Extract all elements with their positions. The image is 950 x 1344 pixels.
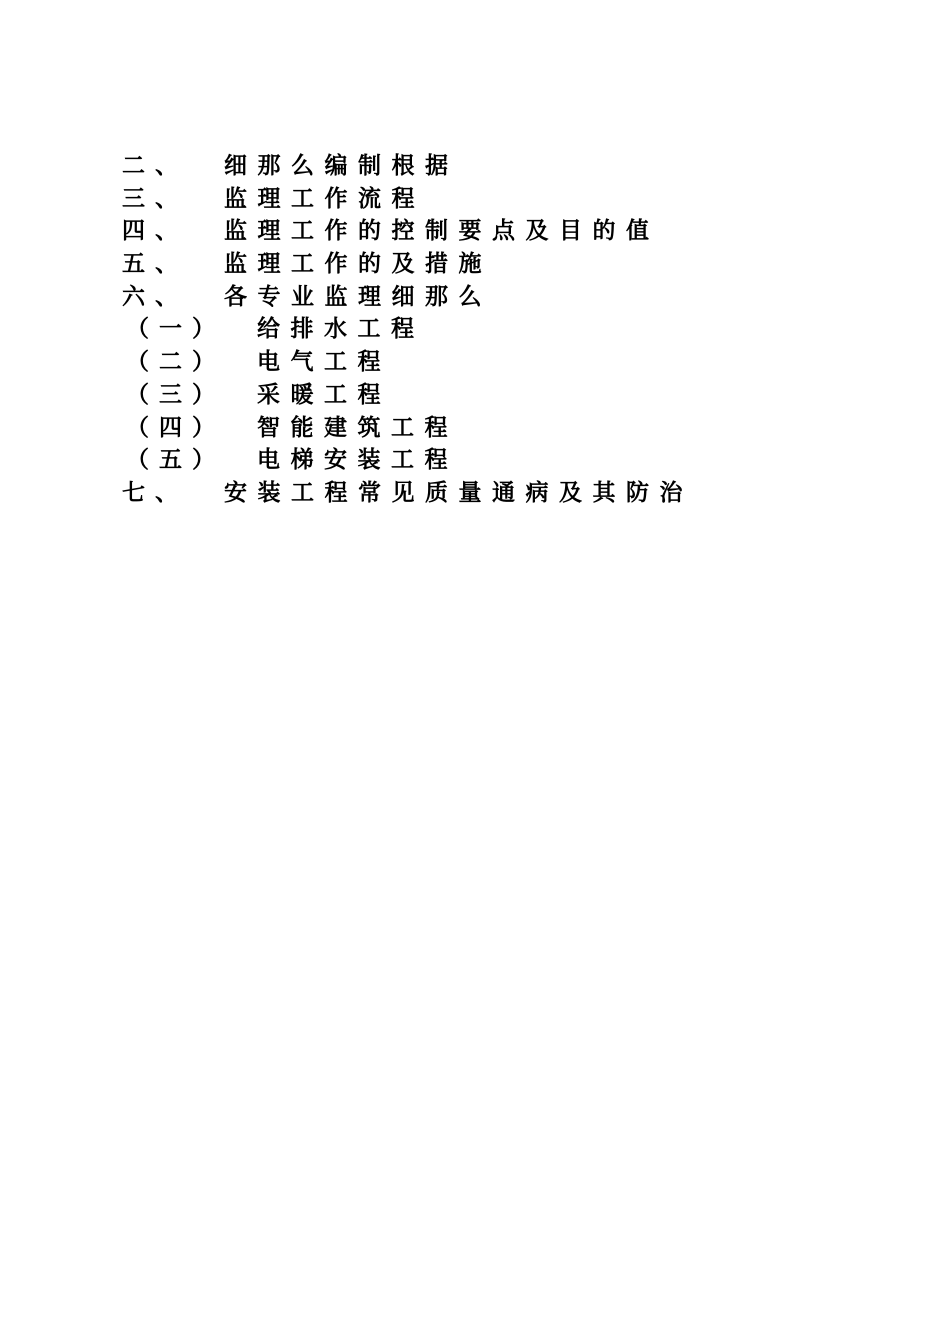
toc-subitem-title: 给排水工程 <box>257 315 425 343</box>
toc-subitem <box>122 412 822 445</box>
toc-subitem-number: （五） <box>126 446 225 474</box>
toc-subitem-number: （四） <box>126 413 225 441</box>
toc-item-title: 安装工程常见质量通病及其防治 <box>224 478 693 506</box>
toc-item-number: 四、 <box>122 217 188 245</box>
toc-subitem-title: 智能建筑工程 <box>257 413 458 441</box>
table-of-contents <box>122 150 822 510</box>
toc-item <box>122 248 822 281</box>
toc-item-number: 五、 <box>122 250 188 278</box>
toc-subitem <box>122 313 822 346</box>
toc-subitem-title: 电梯安装工程 <box>257 446 458 474</box>
toc-item <box>122 281 822 314</box>
toc-subitem-title: 采暖工程 <box>257 380 391 408</box>
toc-item <box>122 215 822 248</box>
toc-item <box>122 477 822 510</box>
toc-item-number: 三、 <box>122 184 188 212</box>
toc-item <box>122 183 822 216</box>
toc-item-number: 二、 <box>122 152 188 179</box>
toc-subitem-number: （三） <box>126 380 225 408</box>
toc-item-title: 各专业监理细那么 <box>224 282 492 310</box>
toc-subitem-number: （一） <box>126 315 225 343</box>
toc-subitem <box>122 379 822 412</box>
toc-item-title: 监理工作的控制要点及目的值 <box>224 217 660 245</box>
toc-item-title: 监理工作的及措施 <box>224 250 492 278</box>
toc-item-title: 细那么编制根据 <box>224 152 459 179</box>
toc-subitem <box>122 444 822 477</box>
toc-item <box>122 150 822 183</box>
toc-subitem <box>122 346 822 379</box>
toc-subitem-title: 电气工程 <box>257 348 391 376</box>
toc-item-number: 七、 <box>122 478 188 506</box>
toc-item-number: 六、 <box>122 282 188 310</box>
toc-item-title: 监理工作流程 <box>224 184 425 212</box>
toc-subitem-number: （二） <box>126 348 225 376</box>
